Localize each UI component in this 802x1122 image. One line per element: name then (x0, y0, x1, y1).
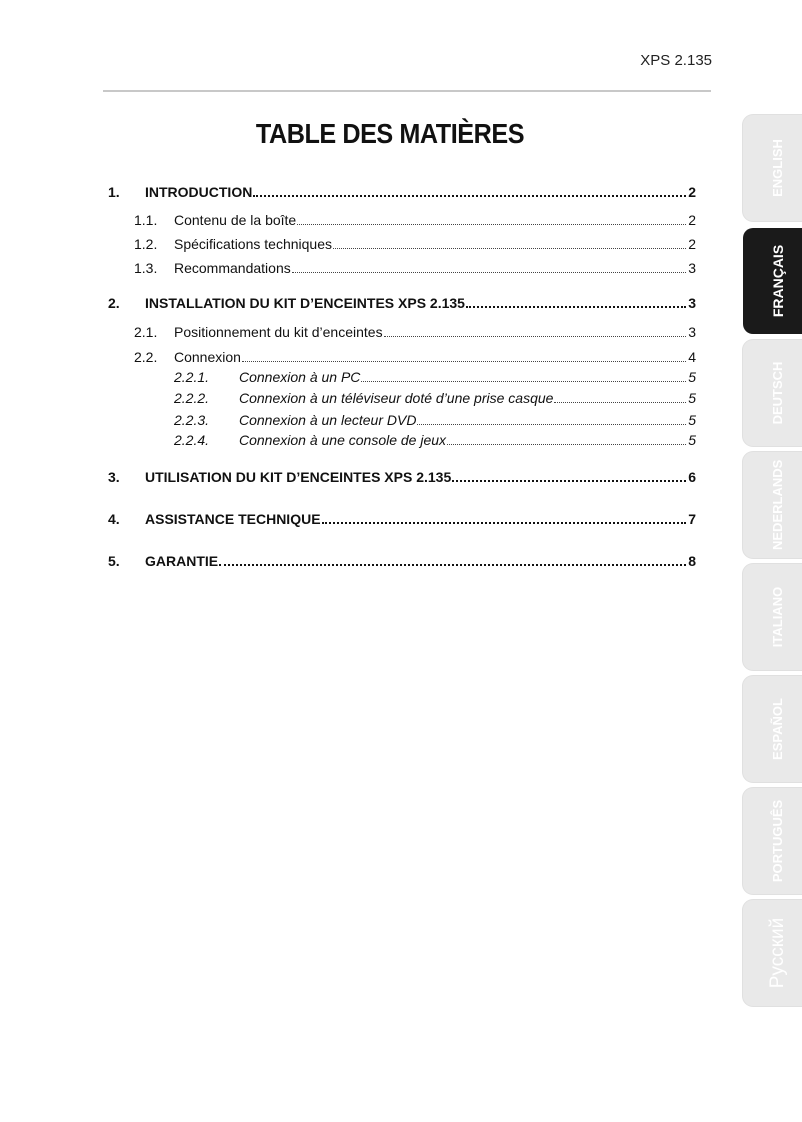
toc-label: Connexion à un téléviseur doté d’une prise casque (239, 390, 554, 406)
toc-number: 2. (108, 295, 120, 311)
toc-leader (466, 306, 686, 308)
toc-leader (333, 248, 686, 249)
toc-page: 2 (688, 212, 696, 228)
toc-page: 3 (688, 260, 696, 276)
toc-label: INTRODUCTION (145, 184, 253, 200)
language-tab-espanol[interactable] (743, 676, 802, 782)
toc-entry-recommandations[interactable] (108, 258, 696, 276)
toc-page: 5 (688, 412, 696, 428)
language-tab-deutsch[interactable] (743, 340, 802, 446)
language-tab-label: PORTUGUÊS (770, 799, 785, 883)
toc-number: 4. (108, 511, 120, 527)
toc-entry-assistance[interactable] (108, 509, 696, 527)
toc-number: 2.2. (134, 349, 158, 365)
toc-leader (452, 480, 686, 482)
toc-leader (322, 522, 687, 524)
language-tab-label: DEUTSCH (770, 361, 785, 425)
toc-leader (297, 224, 686, 225)
toc-number: 5. (108, 553, 120, 569)
toc-entry-connexion[interactable] (108, 347, 696, 365)
toc-leader (447, 444, 686, 445)
toc-number: 2.2.1. (174, 369, 210, 385)
toc-label: Connexion (174, 349, 241, 365)
toc-entry-installation[interactable] (108, 293, 696, 311)
toc-entry-connexion-console[interactable] (108, 430, 696, 448)
toc-number: 1.2. (134, 236, 158, 252)
toc-leader (554, 402, 686, 403)
toc-label: Connexion à un lecteur DVD (239, 412, 417, 428)
language-tab-francais[interactable] (743, 228, 802, 334)
toc-page: 5 (688, 432, 696, 448)
toc-entry-connexion-dvd[interactable] (108, 410, 696, 428)
language-tab-nederlands[interactable] (743, 452, 802, 558)
toc-leader (253, 195, 686, 197)
toc-entry-introduction[interactable] (108, 182, 696, 200)
toc-number: 1.1. (134, 212, 158, 228)
header-model: XPS 2.135 (640, 52, 712, 69)
page-title: TABLE DES MATIÈRES (255, 118, 525, 149)
toc-label: Recommandations (174, 260, 291, 276)
toc-leader (361, 381, 686, 382)
header-rule (103, 90, 711, 92)
language-tab-label: FRANÇAIS (770, 244, 786, 318)
toc-page: 8 (688, 553, 696, 569)
toc-label: Spécifications techniques (174, 236, 332, 252)
toc-label: Contenu de la boîte (174, 212, 297, 228)
toc-page: 5 (688, 390, 696, 406)
toc-number: 1. (108, 184, 120, 200)
toc-page: 2 (688, 184, 696, 200)
toc-number: 3. (108, 469, 120, 485)
toc-leader (384, 336, 687, 337)
toc-leader (242, 361, 686, 362)
toc-label: GARANTIE (145, 553, 219, 569)
toc-entry-garantie[interactable] (108, 551, 696, 569)
language-tab-russian[interactable] (743, 900, 802, 1006)
toc-page: 3 (688, 324, 696, 340)
toc-number: 1.3. (134, 260, 158, 276)
language-tab-italiano[interactable] (743, 564, 802, 670)
toc-entry-utilisation[interactable] (108, 467, 696, 485)
toc-number: 2.2.3. (174, 412, 210, 428)
toc-entry-positionnement[interactable] (108, 322, 696, 340)
toc-entry-contenu[interactable] (108, 210, 696, 228)
toc-label: UTILISATION DU KIT D’ENCEINTES XPS 2.135 (145, 469, 452, 485)
toc-label: ASSISTANCE TECHNIQUE (145, 511, 321, 527)
language-tab-portugues[interactable] (743, 788, 802, 894)
toc-label: Connexion à un PC (239, 369, 361, 385)
toc-entry-connexion-televiseur[interactable] (108, 388, 696, 406)
toc-page: 5 (688, 369, 696, 385)
language-tab-english[interactable] (743, 115, 802, 221)
toc-page: 7 (688, 511, 696, 527)
language-tab-label: Русский (767, 917, 788, 989)
toc-leader (219, 564, 686, 566)
language-tab-label: ITALIANO (770, 586, 785, 648)
toc-label: Positionnement du kit d’enceintes (174, 324, 383, 340)
toc-leader (417, 424, 686, 425)
toc-entry-connexion-pc[interactable] (108, 367, 696, 385)
toc-label: Connexion à une console de jeux (239, 432, 447, 448)
language-tab-label: ESPAÑOL (770, 698, 785, 760)
toc-number: 2.2.4. (174, 432, 210, 448)
toc-page: 6 (688, 469, 696, 485)
toc-number: 2.2.2. (174, 390, 210, 406)
language-tab-label: NEDERLANDS (770, 459, 785, 550)
toc-page: 2 (688, 236, 696, 252)
toc-leader (292, 272, 686, 273)
toc-entry-specifications[interactable] (108, 234, 696, 252)
language-tab-label: ENGLISH (770, 139, 785, 197)
toc-number: 2.1. (134, 324, 158, 340)
toc-page: 3 (688, 295, 696, 311)
toc-page: 4 (688, 349, 696, 365)
toc-label: INSTALLATION DU KIT D’ENCEINTES XPS 2.135 (145, 295, 465, 311)
